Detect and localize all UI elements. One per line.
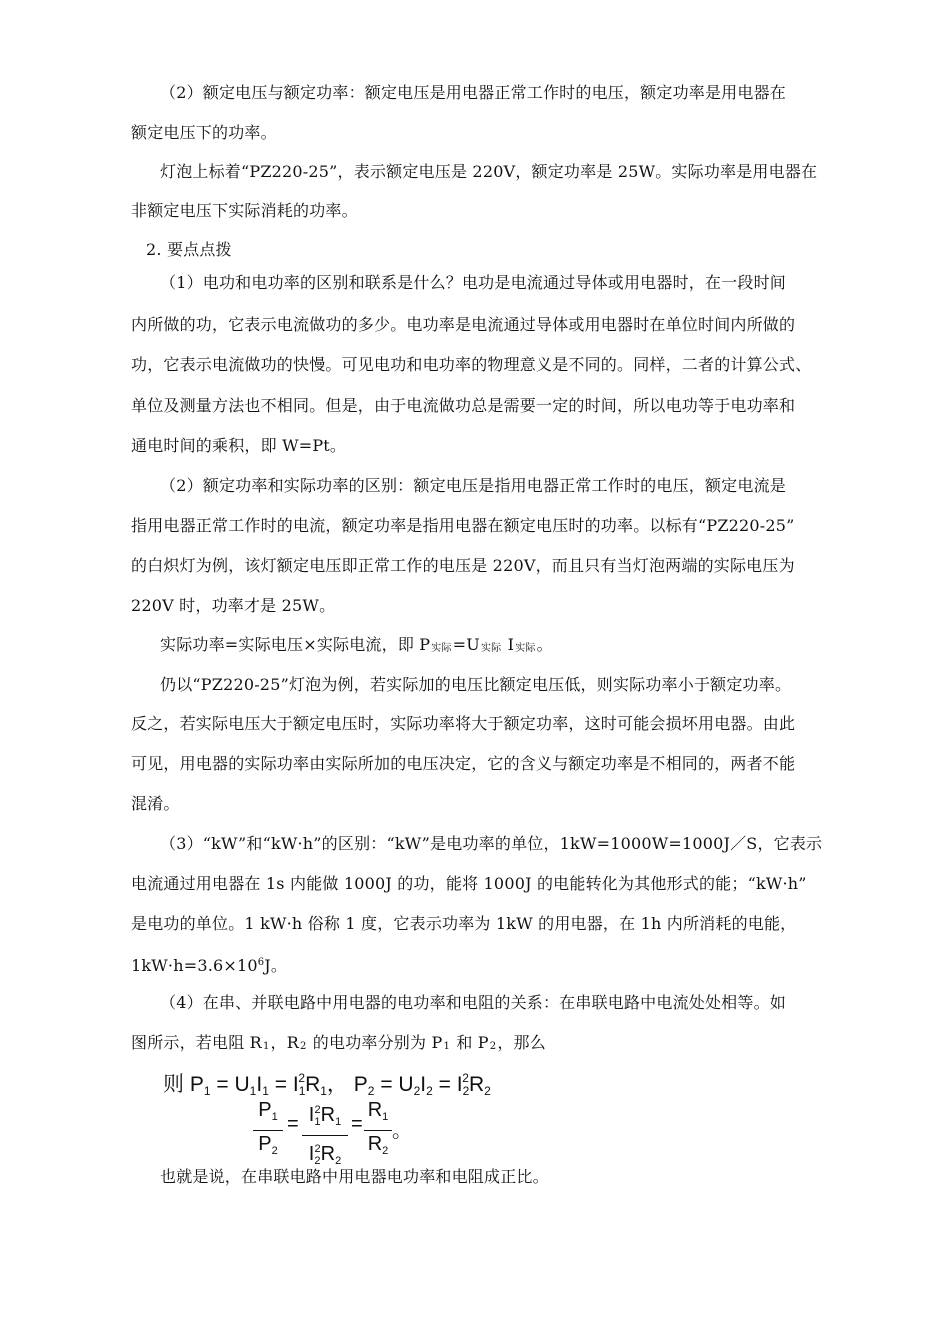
paragraph-line: （2）额定功率和实际功率的区别：额定电压是指用电器正常工作时的电压，额定电流是: [160, 476, 786, 495]
paragraph-line: 的白炽灯为例，该灯额定电压即正常工作的电压是 220V，而且只有当灯泡两端的实际电压为: [131, 556, 795, 575]
paragraph-line: 额定电压下的功率。: [131, 123, 277, 142]
paragraph-line: 也就是说，在串联电路中用电器电功率和电阻成正比。: [160, 1167, 549, 1186]
paragraph-line: 图所示，若电阻 R1，R2 的电功率分别为 P1 和 P2，那么: [131, 1033, 546, 1052]
paragraph-line: 反之，若实际电压大于额定电压时，实际功率将大于额定功率，这时可能会损坏用电器。由此: [131, 714, 796, 733]
paragraph-line: （1）电功和电功率的区别和联系是什么？电功是电流通过导体或用电器时，在一段时间: [160, 273, 786, 292]
paragraph-line: 内所做的功，它表示电流做功的多少。电功率是电流通过导体或用电器时在单位时间内所做的: [131, 315, 796, 334]
equals-sign: =: [287, 1113, 299, 1135]
paragraph-line: （2）额定电压与额定功率：额定电压是用电器正常工作时的电压，额定功率是用电器在: [160, 83, 786, 102]
paragraph-line: （3）“kW”和“kW·h”的区别：“kW”是电功率的单位，1kW=1000W=1000J／S，它表示: [160, 834, 823, 853]
fraction-power-ratio: $P_1$ $P_2$: [253, 1098, 283, 1163]
paragraph-line: 功，它表示电流做功的快慢。可见电功和电功率的物理意义是不同的。同样，二者的计算公式、: [131, 355, 812, 374]
fraction-current-resistance: $I_1^2R_1$ $I_2^2R_2$: [302, 1098, 348, 1173]
power-equation: 则 $P1 = U1I1 = I1^2R1$， $P2 = U2I2 = I2^2R2$: [163, 1071, 491, 1098]
paragraph-line: 非额定电压下实际消耗的功率。: [131, 201, 358, 220]
period: 。: [392, 1120, 412, 1142]
equals-sign: =: [351, 1113, 363, 1135]
fraction-resistance-ratio: $R_1$ $R_2$: [364, 1098, 392, 1163]
paragraph-line: 通电时间的乘积，即 W=Pt。: [131, 436, 347, 455]
paragraph-line: 仍以“PZ220-25”灯泡为例，若实际加的电压比额定电压低，则实际功率小于额定功率。: [160, 675, 792, 694]
paragraph-line: 指用电器正常工作时的电流，额定功率是指用电器在额定电压时的功率。以标有“PZ220-25”: [131, 516, 795, 535]
actual-power-formula-line: 实际功率=实际电压×实际电流，即 P实际=U实际 I实际。: [160, 635, 553, 654]
energy-equation-line: $1kW\cdot h=3.6\times 10^6J$。: [131, 956, 288, 975]
section-heading: 2. 要点点拨: [146, 240, 232, 259]
paragraph-line: 电流通过用电器在 1s 内能做 1000J 的功，能将 1000J 的电能转化为其他形式的能；“kW·h”: [131, 874, 807, 893]
paragraph-line: 可见，用电器的实际功率由实际所加的电压决定，它的含义与额定功率是不相同的，两者不能: [131, 754, 796, 773]
paragraph-line: （4）在串、并联电路中用电器的电功率和电阻的关系：在串联电路中电流处处相等。如: [160, 993, 786, 1012]
paragraph-line: 220V 时，功率才是 25W。: [131, 596, 336, 615]
paragraph-line: 灯泡上标着“PZ220-25”，表示额定电压是 220V，额定功率是 25W。实际功率是用电器在: [160, 162, 818, 181]
paragraph-line: 混淆。: [131, 794, 180, 813]
paragraph-line: 单位及测量方法也不相同。但是，由于电流做功总是需要一定的时间，所以电功等于电功率和: [131, 396, 796, 415]
paragraph-line: 是电功的单位。1 kW·h 俗称 1 度，它表示功率为 1kW 的用电器，在 1h 内所消耗的电能，: [131, 914, 797, 933]
